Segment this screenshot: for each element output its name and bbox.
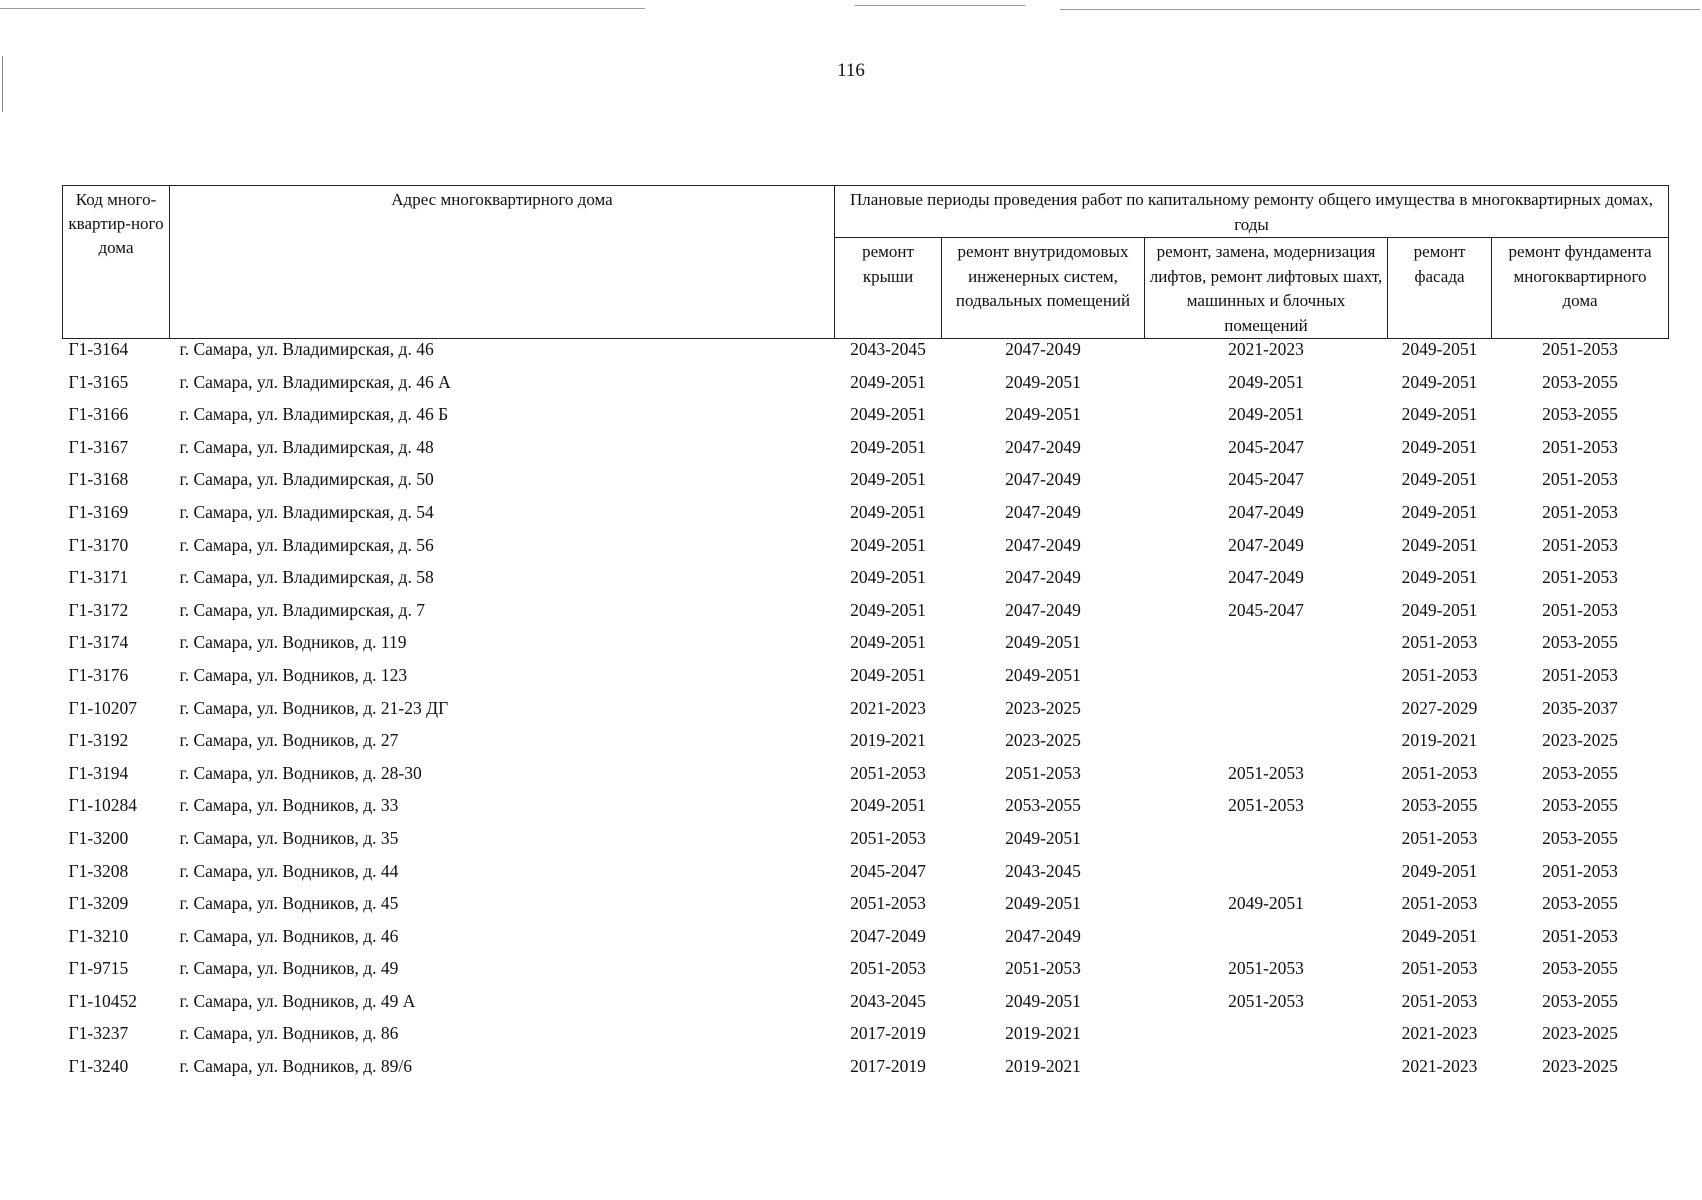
address-cell: г. Самара, ул. Владимирская, д. 56	[179, 534, 434, 555]
roof-period-cell: 2049-2051	[850, 632, 926, 653]
lifts-period-cell: 2045-2047	[1228, 599, 1304, 620]
facade-period-cell: 2021-2023	[1401, 1056, 1478, 1077]
header-lift-repair: ремонт, замена, модернизация лифтов, ремонт лифтовых шахт, машинных и блочных помещений	[1145, 238, 1388, 339]
house-code-cell: Г1-3210	[68, 925, 129, 946]
facade-period-cell: 2051-2053	[1401, 632, 1478, 653]
lifts-period-cell: 2051-2053	[1228, 795, 1304, 816]
lifts-period-cell: 2049-2051	[1228, 893, 1304, 914]
roof-period-cell: 2017-2019	[850, 1056, 926, 1077]
facade-period-cell: 2049-2051	[1401, 469, 1478, 490]
systems-period-cell: 2051-2053	[1005, 762, 1081, 783]
roof-period-cell: 2049-2051	[850, 436, 926, 457]
lifts-period-cell: 2021-2023	[1228, 339, 1304, 359]
lifts-period-cell: 2051-2053	[1228, 958, 1304, 979]
table-body	[63, 339, 1669, 1089]
foundation-period-cell: 2053-2055	[1542, 404, 1618, 425]
foundation-period-cell: 2023-2025	[1542, 1023, 1618, 1044]
address-cell: г. Самара, ул. Водников, д. 28-30	[179, 762, 422, 783]
address-cell: г. Самара, ул. Водников, д. 44	[179, 860, 399, 881]
systems-period-cell: 2019-2021	[1005, 1056, 1081, 1077]
systems-period-cell: 2049-2051	[1005, 664, 1081, 685]
house-code-cell: Г1-3166	[68, 404, 129, 425]
roof-period-cell: 2043-2045	[850, 339, 926, 359]
foundation-period-cell: 2053-2055	[1542, 827, 1618, 848]
roof-period-cell: 2051-2053	[850, 893, 926, 914]
table-row	[63, 632, 1669, 665]
systems-period-cell: 2049-2051	[1005, 371, 1081, 392]
systems-period-cell: 2049-2051	[1005, 632, 1081, 653]
house-code-cell: Г1-3172	[68, 599, 129, 620]
table-row	[63, 502, 1669, 535]
table-row	[63, 600, 1669, 633]
systems-period-cell: 2019-2021	[1005, 1023, 1081, 1044]
header-facade-repair: ремонт фасада	[1388, 238, 1492, 339]
roof-period-cell: 2021-2023	[850, 697, 926, 718]
roof-period-cell: 2051-2053	[850, 958, 926, 979]
house-code-cell: Г1-3240	[68, 1056, 129, 1077]
lifts-period-cell	[1145, 730, 1388, 763]
address-cell: г. Самара, ул. Водников, д. 46	[179, 925, 399, 946]
foundation-period-cell: 2051-2053	[1542, 567, 1618, 588]
house-code-cell: Г1-3192	[68, 730, 129, 751]
foundation-period-cell: 2051-2053	[1542, 339, 1618, 359]
house-code-cell: Г1-10207	[68, 697, 137, 718]
header-foundation-repair: ремонт фундамента многоквартирного дома	[1492, 238, 1669, 339]
table-row	[63, 1056, 1669, 1089]
scan-edge-line	[1060, 9, 1700, 10]
house-code-cell: Г1-3174	[68, 632, 129, 653]
house-code-cell: Г1-3237	[68, 1023, 129, 1044]
facade-period-cell: 2027-2029	[1401, 697, 1478, 718]
systems-period-cell: 2043-2045	[1005, 860, 1081, 881]
table-row	[63, 763, 1669, 796]
header-house-code: Код много-квартир-ного дома	[63, 186, 170, 339]
roof-period-cell: 2049-2051	[850, 501, 926, 522]
systems-period-cell: 2049-2051	[1005, 990, 1081, 1011]
address-cell: г. Самара, ул. Владимирская, д. 54	[179, 501, 434, 522]
foundation-period-cell: 2023-2025	[1542, 1056, 1618, 1077]
foundation-period-cell: 2051-2053	[1542, 925, 1618, 946]
address-cell: г. Самара, ул. Владимирская, д. 58	[179, 567, 434, 588]
systems-period-cell: 2049-2051	[1005, 404, 1081, 425]
house-code-cell: Г1-3209	[68, 893, 129, 914]
table-row	[63, 861, 1669, 894]
foundation-period-cell: 2051-2053	[1542, 534, 1618, 555]
house-code-cell: Г1-3194	[68, 762, 129, 783]
facade-period-cell: 2019-2021	[1401, 730, 1478, 751]
table-row	[63, 665, 1669, 698]
house-code-cell: Г1-3170	[68, 534, 129, 555]
roof-period-cell: 2047-2049	[850, 925, 926, 946]
table-row	[63, 926, 1669, 959]
systems-period-cell: 2053-2055	[1005, 795, 1081, 816]
table-row	[63, 567, 1669, 600]
systems-period-cell: 2047-2049	[1005, 339, 1081, 359]
house-code-cell: Г1-3200	[68, 827, 129, 848]
foundation-period-cell: 2053-2055	[1542, 990, 1618, 1011]
systems-period-cell: 2047-2049	[1005, 469, 1081, 490]
systems-period-cell: 2047-2049	[1005, 501, 1081, 522]
roof-period-cell: 2049-2051	[850, 404, 926, 425]
lifts-period-cell: 2051-2053	[1228, 762, 1304, 783]
header-planned-periods: Плановые периоды проведения работ по капитальному ремонту общего имущества в многоквартирных домах, годы	[835, 186, 1669, 238]
roof-period-cell: 2051-2053	[850, 827, 926, 848]
foundation-period-cell: 2051-2053	[1542, 664, 1618, 685]
roof-period-cell: 2049-2051	[850, 567, 926, 588]
header-roof-repair: ремонт крыши	[835, 238, 942, 339]
address-cell: г. Самара, ул. Водников, д. 119	[179, 632, 407, 653]
header-address: Адрес многоквартирного дома	[170, 186, 835, 339]
capital-repair-table	[62, 185, 1669, 1089]
facade-period-cell: 2021-2023	[1401, 1023, 1478, 1044]
lifts-period-cell: 2045-2047	[1228, 436, 1304, 457]
house-code-cell: Г1-3168	[68, 469, 129, 490]
house-code-cell: Г1-3167	[68, 436, 129, 457]
address-cell: г. Самара, ул. Водников, д. 86	[179, 1023, 399, 1044]
facade-period-cell: 2049-2051	[1401, 371, 1478, 392]
foundation-period-cell: 2035-2037	[1542, 697, 1618, 718]
facade-period-cell: 2049-2051	[1401, 860, 1478, 881]
lifts-period-cell	[1145, 1023, 1388, 1056]
table-row	[63, 730, 1669, 763]
foundation-period-cell: 2051-2053	[1542, 860, 1618, 881]
systems-period-cell: 2023-2025	[1005, 697, 1081, 718]
table-row	[63, 372, 1669, 405]
house-code-cell: Г1-3169	[68, 501, 129, 522]
table-row	[63, 437, 1669, 470]
table-row	[63, 339, 1669, 372]
foundation-period-cell: 2051-2053	[1542, 501, 1618, 522]
table-row	[63, 991, 1669, 1024]
table-row	[63, 404, 1669, 437]
scan-edge-line	[0, 8, 645, 9]
facade-period-cell: 2049-2051	[1401, 534, 1478, 555]
address-cell: г. Самара, ул. Владимирская, д. 48	[179, 436, 434, 457]
table-row	[63, 469, 1669, 502]
foundation-period-cell: 2051-2053	[1542, 599, 1618, 620]
table-row	[63, 958, 1669, 991]
facade-period-cell: 2049-2051	[1401, 404, 1478, 425]
lifts-period-cell: 2047-2049	[1228, 534, 1304, 555]
systems-period-cell: 2047-2049	[1005, 599, 1081, 620]
systems-period-cell: 2049-2051	[1005, 827, 1081, 848]
lifts-period-cell	[1145, 698, 1388, 731]
address-cell: г. Самара, ул. Водников, д. 27	[179, 730, 399, 751]
roof-period-cell: 2019-2021	[850, 730, 926, 751]
systems-period-cell: 2047-2049	[1005, 567, 1081, 588]
roof-period-cell: 2049-2051	[850, 469, 926, 490]
house-code-cell: Г1-3208	[68, 860, 129, 881]
address-cell: г. Самара, ул. Владимирская, д. 46 А	[179, 371, 451, 392]
roof-period-cell: 2043-2045	[850, 990, 926, 1011]
house-code-cell: Г1-3171	[68, 567, 129, 588]
foundation-period-cell: 2053-2055	[1542, 371, 1618, 392]
foundation-period-cell: 2053-2055	[1542, 632, 1618, 653]
facade-period-cell: 2051-2053	[1401, 990, 1478, 1011]
address-cell: г. Самара, ул. Водников, д. 49 А	[179, 990, 416, 1011]
house-code-cell: Г1-3165	[68, 371, 129, 392]
facade-period-cell: 2049-2051	[1401, 925, 1478, 946]
address-cell: г. Самара, ул. Владимирская, д. 7	[179, 599, 425, 620]
roof-period-cell: 2049-2051	[850, 371, 926, 392]
house-code-cell: Г1-3164	[68, 339, 129, 359]
table-row	[63, 795, 1669, 828]
scan-edge-line	[855, 5, 1025, 6]
header-engineering-systems: ремонт внутридомовых инженерных систем, подвальных помещений	[942, 238, 1145, 339]
foundation-period-cell: 2053-2055	[1542, 762, 1618, 783]
roof-period-cell: 2049-2051	[850, 599, 926, 620]
lifts-period-cell	[1145, 926, 1388, 959]
address-cell: г. Самара, ул. Водников, д. 21-23 ДГ	[179, 697, 449, 718]
roof-period-cell: 2051-2053	[850, 762, 926, 783]
foundation-period-cell: 2053-2055	[1542, 795, 1618, 816]
address-cell: г. Самара, ул. Владимирская, д. 50	[179, 469, 434, 490]
facade-period-cell: 2051-2053	[1401, 893, 1478, 914]
lifts-period-cell	[1145, 1056, 1388, 1089]
table-row	[63, 535, 1669, 568]
roof-period-cell: 2049-2051	[850, 795, 926, 816]
house-code-cell: Г1-10452	[68, 990, 137, 1011]
facade-period-cell: 2051-2053	[1401, 827, 1478, 848]
foundation-period-cell: 2051-2053	[1542, 469, 1618, 490]
systems-period-cell: 2051-2053	[1005, 958, 1081, 979]
systems-period-cell: 2047-2049	[1005, 925, 1081, 946]
table-row	[63, 893, 1669, 926]
foundation-period-cell: 2053-2055	[1542, 958, 1618, 979]
foundation-period-cell: 2053-2055	[1542, 893, 1618, 914]
lifts-period-cell: 2047-2049	[1228, 567, 1304, 588]
foundation-period-cell: 2051-2053	[1542, 436, 1618, 457]
address-cell: г. Самара, ул. Владимирская, д. 46 Б	[179, 404, 449, 425]
lifts-period-cell	[1145, 665, 1388, 698]
roof-period-cell: 2045-2047	[850, 860, 926, 881]
systems-period-cell: 2047-2049	[1005, 534, 1081, 555]
facade-period-cell: 2049-2051	[1401, 339, 1478, 359]
foundation-period-cell: 2023-2025	[1542, 730, 1618, 751]
table-row	[63, 828, 1669, 861]
house-code-cell: Г1-3176	[68, 664, 129, 685]
address-cell: г. Самара, ул. Водников, д. 123	[179, 664, 408, 685]
lifts-period-cell: 2051-2053	[1228, 990, 1304, 1011]
address-cell: г. Самара, ул. Владимирская, д. 46	[179, 339, 434, 359]
house-code-cell: Г1-9715	[68, 958, 129, 979]
facade-period-cell: 2051-2053	[1401, 958, 1478, 979]
facade-period-cell: 2053-2055	[1401, 795, 1478, 816]
address-cell: г. Самара, ул. Водников, д. 89/6	[179, 1056, 413, 1077]
systems-period-cell: 2047-2049	[1005, 436, 1081, 457]
roof-period-cell: 2017-2019	[850, 1023, 926, 1044]
lifts-period-cell: 2049-2051	[1228, 371, 1304, 392]
facade-period-cell: 2049-2051	[1401, 436, 1478, 457]
facade-period-cell: 2051-2053	[1401, 762, 1478, 783]
lifts-period-cell: 2049-2051	[1228, 404, 1304, 425]
lifts-period-cell: 2047-2049	[1228, 501, 1304, 522]
address-cell: г. Самара, ул. Водников, д. 35	[179, 827, 399, 848]
lifts-period-cell: 2045-2047	[1228, 469, 1304, 490]
lifts-period-cell	[1145, 861, 1388, 894]
address-cell: г. Самара, ул. Водников, д. 33	[179, 795, 399, 816]
facade-period-cell: 2049-2051	[1401, 567, 1478, 588]
roof-period-cell: 2049-2051	[850, 534, 926, 555]
address-cell: г. Самара, ул. Водников, д. 45	[179, 893, 399, 914]
facade-period-cell: 2049-2051	[1401, 599, 1478, 620]
lifts-period-cell	[1145, 632, 1388, 665]
house-code-cell: Г1-10284	[68, 795, 137, 816]
lifts-period-cell	[1145, 828, 1388, 861]
facade-period-cell: 2051-2053	[1401, 664, 1478, 685]
page-number: 116	[837, 60, 865, 81]
table-row	[63, 698, 1669, 731]
table-row	[63, 1023, 1669, 1056]
roof-period-cell: 2049-2051	[850, 664, 926, 685]
systems-period-cell: 2023-2025	[1005, 730, 1081, 751]
systems-period-cell: 2049-2051	[1005, 893, 1081, 914]
address-cell: г. Самара, ул. Водников, д. 49	[179, 958, 399, 979]
facade-period-cell: 2049-2051	[1401, 501, 1478, 522]
